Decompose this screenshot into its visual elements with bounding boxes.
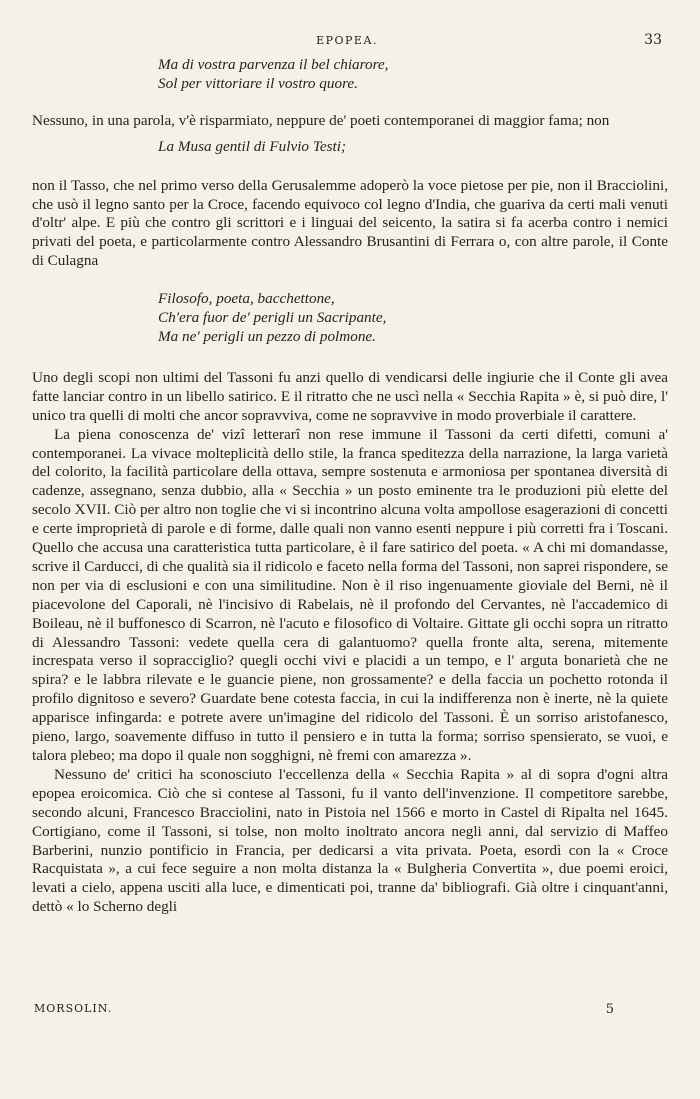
verse-line: Sol per vittoriare il vostro quore.: [158, 74, 358, 92]
paragraph: non il Tasso, che nel primo verso della Gerusalemme adoperò la voce pietose per pie, non il Bracciolini, che usò il legno santo per la Croce, facendo equivoco col legno d'India, che guariva da certi mali venuti d'oltr' alpe. E più che contro gli scrittori e i linguai del seicento, la satira si fa acerba contro i nemici privati del poeta, e particolarmente contro Alessandro Brusantini di Ferrara o, con altre parole, il Conte di Culagna: [32, 176, 668, 270]
body-text: [32, 54, 668, 917]
verse-line: Ma di vostra parvenza il bel chiarore,: [158, 56, 389, 73]
verse-line: Filosofo, poeta, bacchettone,: [158, 290, 335, 308]
paragraph: La piena conoscenza de' vizî letterarî non rese immune il Tassoni da certi difetti, comuni a' contemporanei. La vivace molteplicità dello stile, la franca speditezza della narrazione, la larga varietà del colorito, la facilità particolare della ottava, sempre sostenuta e armoniosa per spontanea diversità di cadenze, assegnano, senza dubbio, alla « Secchia » un posto eminente tra le produzioni più elette del secolo XVII. Ciò per altro non toglie che vi si incontrino alcuna volta ampollose esagerazioni di concetti e certe improprietà di parole e di forme, dalle quali non vanno esenti neppure i più corretti fra i Toscani. Quello che accusa una caratteristica tutta particolare, è il fare satirico del poeta. « A chi mi domandasse, scrive il Carducci, di che qualità sia il ridicolo e faceto nella forma del Tassoni, non saprei rispondere, se non per via di esclusioni e con una similitudine. Non è il riso ingenuamente gioviale del Berni, nè il piacevolone del Caporali, nè l'incisivo di Rabelais, nè il profondo del Cervantes, nè l'accademico di Boileau, nè il buffonesco di Scarron, nè l'acuto e filosofico di Voltaire. Gittate gli occhi sopra un ritratto di Alessandro Tassoni: vedete quella cera di galantuomo? quella fronte alta, serena, mitemente increspata verso il sopracciglio? quegli occhi vivi e placidi a un tempo, e l' arguta bonarietà che ne spira? e le labbra rilevate e le guancie piene, non grossamente? e della faccia un pochetto rotonda il profilo dignitoso e severo? Guardate bene cotesta faccia, in cui la indifferenza non è inerte, nè la quiete apparisce infingarda: e potrete avere un'imagine del ridicolo del Tassoni. È un sorriso aristofanesco, pieno, largo, soavemente diffuso in tutto il pensiero e in tutta la forma; sorriso spensierato, se vuoi, e talora plebeo; ma dopo il quale non sogghigni, nè fremi con amarezza ».: [32, 425, 668, 764]
paragraph: Nessuno de' critici ha sconosciuto l'eccellenza della « Secchia Rapita » al di sopra d'ogni altra epopea eroicomica. Ciò che si contese al Tassoni, fu il vanto dell'invenzione. Il competitore sarebbe, secondo alcuni, Francesco Bracciolini, nato in Pistoia nel 1566 e morto in Castel di Ripalta nel 1645. Cortigiano, come il Tassoni, si tolse, non molto inoltrato ancora negli anni, dal servizio di Maffeo Barberini, nunzio pontificio in Francia, per dedicarsi a vita privata. Poeta, esordì con la « Croce Racquistata », a cui fece seguire a non molta distanza la « Bulgheria Convertita », due poemi eroici, levati a cielo, appena usciti alla luce, e dimenticati poi, tranne da' bibliografi. Già oltre i cinquant'anni, dettò « lo Scherno degli: [32, 765, 668, 916]
verse-block: [32, 138, 668, 157]
verse-block: [32, 56, 668, 94]
verse-line: La Musa gentil di Fulvio Testi;: [158, 137, 347, 155]
printer-signature: MORSOLIN.: [34, 1002, 113, 1015]
signature-number: 5: [605, 1002, 614, 1017]
paragraph: Nessuno, in una parola, v'è risparmiato, neppure de' poeti contemporanei di maggior fama; non: [32, 111, 610, 129]
page-number: 33: [644, 32, 662, 48]
paragraph: Uno degli scopi non ultimi del Tassoni fu anzi quello di vendicarsi delle ingiurie che il Conte gli avea fatte lanciar contro in un libello satirico. E il ritratto che ne uscì nella « Secchia Rapita » è, si può dire, l' unico tra quelli di molti che ancor sopravviva, come ne sopravvive in modo proverbiale il carattere.: [32, 368, 668, 424]
page-footer: [34, 1002, 614, 1018]
verse-block: [32, 290, 668, 347]
verse-line: Ma ne' perigli un pezzo di polmone.: [158, 327, 376, 345]
verse-line: Ch'era fuor de' perigli un Sacripante,: [158, 309, 387, 327]
running-title: EPOPEA.: [316, 34, 378, 47]
running-head: [32, 34, 662, 50]
